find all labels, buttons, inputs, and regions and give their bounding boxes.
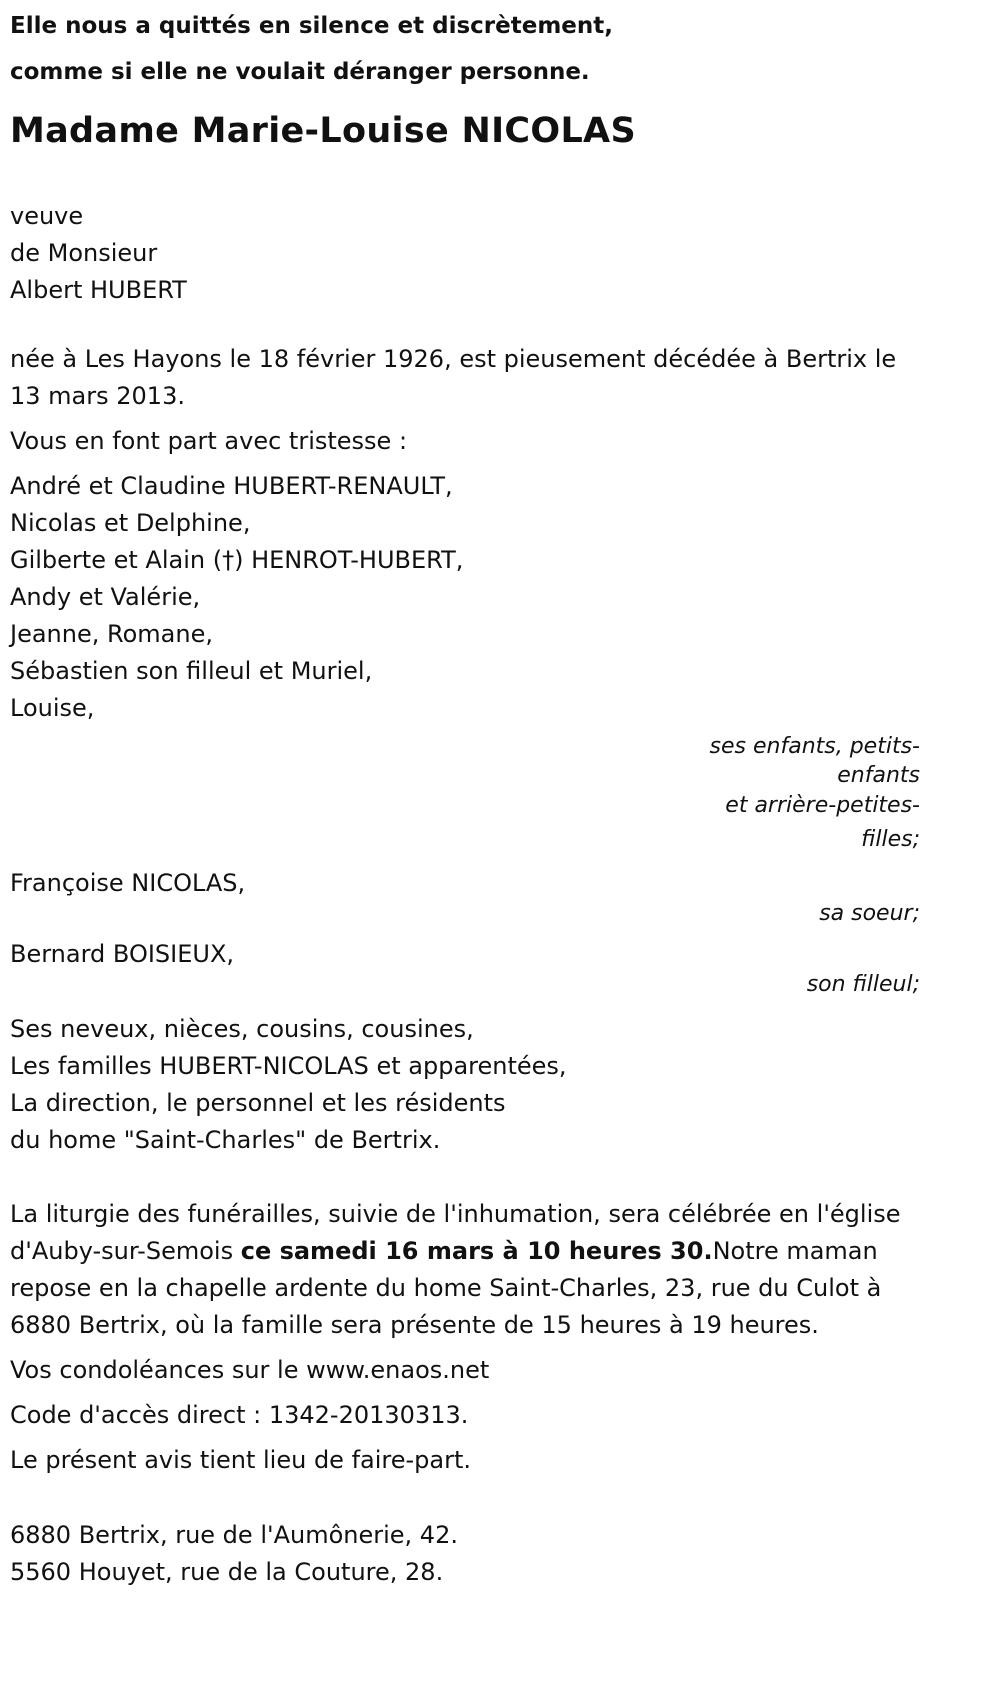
godson-relation: son filleul;	[806, 972, 920, 997]
others-line: Les familles HUBERT-NICOLAS et apparentées,	[10, 1052, 567, 1080]
others-line: du home "Saint-Charles" de Bertrix.	[10, 1126, 441, 1154]
liturgy-date: ce samedi 16 mars à 10 heures 30.	[240, 1237, 713, 1265]
sister-name: Françoise NICOLAS,	[10, 869, 246, 897]
family-member: Jeanne, Romane,	[10, 620, 213, 648]
address-line: 6880 Bertrix, rue de l'Aumônerie, 42.	[10, 1521, 458, 1549]
others-list	[10, 1011, 920, 1159]
intro-line: Elle nous a quittés en silence et discrètement,	[10, 13, 613, 39]
address-line: 5560 Houyet, rue de la Couture, 28.	[10, 1558, 444, 1586]
addresses-list	[10, 1517, 920, 1591]
godson-name: Bernard BOISIEUX,	[10, 940, 235, 968]
relation-line: ses enfants, petits-	[709, 734, 920, 759]
announce-text: Vous en font part avec tristesse :	[10, 427, 408, 455]
family-member: Andy et Valérie,	[10, 583, 201, 611]
relation-line: et arrière-petites-	[725, 793, 920, 818]
godson-row	[10, 936, 920, 997]
liturgy-text	[10, 1196, 920, 1344]
intro-line: comme si elle ne voulait déranger personne.	[10, 59, 590, 85]
widow-statement	[10, 198, 920, 309]
deceased-name: Madame Marie-Louise NICOLAS	[10, 111, 636, 151]
family-member: Louise,	[10, 694, 95, 722]
family-member: Gilberte et Alain (†) HENROT-HUBERT,	[10, 546, 464, 574]
access-code-text: Code d'accès direct : 1342-20130313.	[10, 1401, 469, 1429]
relation-line: filles;	[861, 827, 920, 852]
intro-text	[10, 3, 920, 95]
relation-children	[690, 729, 920, 857]
widow-line: Albert HUBERT	[10, 276, 187, 304]
liturgy-after: Notre maman repose en la chapelle ardente du home Saint-Charles, 23, rue du Culot à 6880 Bertrix, où la famille sera présente de 15 heures à 19 heures.	[10, 1237, 882, 1339]
sister-relation: sa soeur;	[819, 901, 920, 926]
sister-row	[10, 865, 920, 926]
family-member: Nicolas et Delphine,	[10, 509, 251, 537]
birth-death-text: née à Les Hayons le 18 février 1926, est pieusement décédée à Bertrix le 13 mars 2013.	[10, 345, 897, 410]
notice-text: Le présent avis tient lieu de faire-part.	[10, 1446, 472, 1474]
others-line: La direction, le personnel et les résidents	[10, 1089, 506, 1117]
liturgy-before: La liturgie des funérailles, suivie de l'inhumation, sera célébrée en l'église d'Auby-sur-Semois	[10, 1200, 901, 1265]
relation-line: enfants	[837, 763, 920, 788]
widow-line: de Monsieur	[10, 239, 158, 267]
family-member: Sébastien son filleul et Muriel,	[10, 657, 373, 685]
family-member: André et Claudine HUBERT-RENAULT,	[10, 472, 453, 500]
family-children-list	[10, 468, 920, 727]
others-line: Ses neveux, nièces, cousins, cousines,	[10, 1015, 474, 1043]
condolences-text: Vos condoléances sur le www.enaos.net	[10, 1356, 490, 1384]
widow-line: veuve	[10, 202, 84, 230]
